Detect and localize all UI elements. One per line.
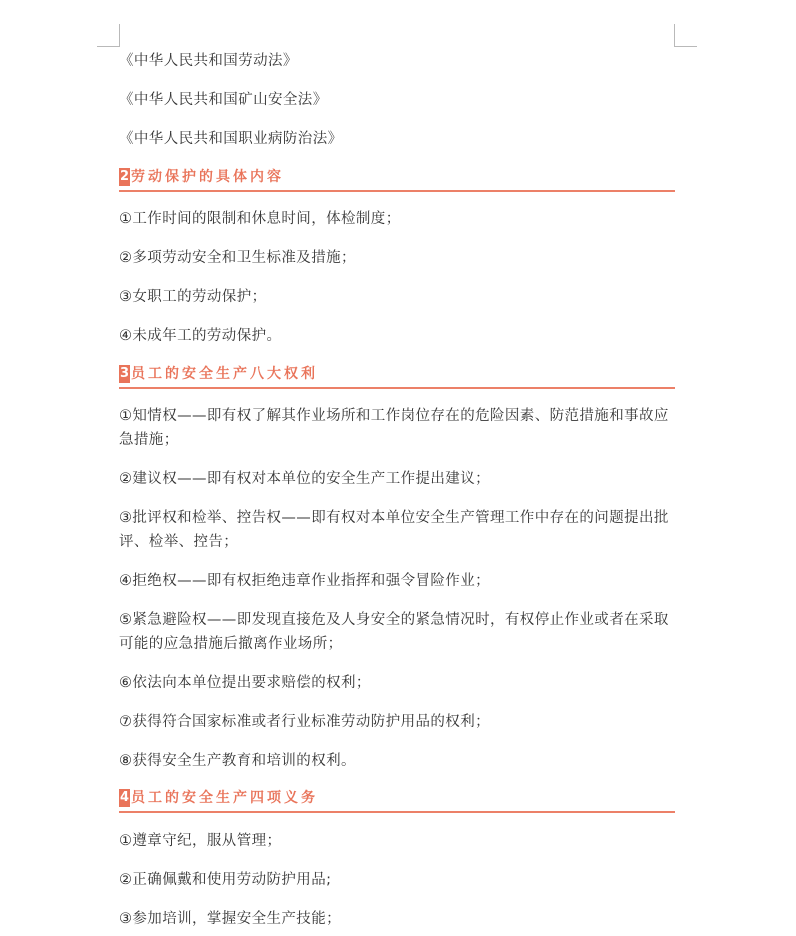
section-heading	[119, 168, 675, 192]
section-number: 2	[120, 169, 130, 184]
list-item: ⑧获得安全生产教育和培训的权利。	[119, 753, 356, 769]
section-title: 员工的安全生产四项义务	[131, 790, 319, 806]
list-item: ③批评权和检举、控告权——即有权对本单位安全生产管理工作中存在的问题提出批评、检举、控告；	[119, 510, 669, 550]
section-title: 劳动保护的具体内容	[131, 169, 285, 185]
list-item: ①知情权——即有权了解其作业场所和工作岗位存在的危险因素、防范措施和事故应急措施；	[119, 408, 669, 448]
section-heading	[119, 789, 675, 813]
list-item: ⑤紧急避险权——即发现直接危及人身安全的紧急情况时，有权停止作业或者在采取可能的应急措施后撤离作业场所；	[119, 612, 669, 652]
list-item: ①工作时间的限制和休息时间，体检制度；	[119, 211, 401, 227]
list-item: ③参加培训，掌握安全生产技能；	[119, 911, 341, 927]
list-item: ②建议权——即有权对本单位的安全生产工作提出建议；	[119, 471, 490, 487]
section-number: 3	[120, 366, 130, 381]
section-number: 4	[120, 790, 130, 805]
section-heading	[119, 365, 675, 389]
crop-mark-top-left	[119, 24, 120, 46]
crop-mark-top-left	[97, 46, 120, 47]
crop-mark-top-right	[674, 24, 675, 46]
law-item: 《中华人民共和国劳动法》	[119, 53, 298, 69]
section-title: 员工的安全生产八大权利	[131, 366, 319, 382]
law-item: 《中华人民共和国矿山安全法》	[119, 92, 328, 108]
list-item: ②正确佩戴和使用劳动防护用品;	[119, 872, 332, 888]
list-item: ③女职工的劳动保护；	[119, 289, 267, 305]
law-item: 《中华人民共和国职业病防治法》	[119, 131, 343, 147]
crop-mark-top-right	[674, 46, 697, 47]
list-item: ⑥依法向本单位提出要求赔偿的权利；	[119, 675, 371, 691]
list-item: ⑦获得符合国家标准或者行业标准劳动防护用品的权利；	[119, 714, 490, 730]
list-item: ④拒绝权——即有权拒绝违章作业指挥和强令冒险作业；	[119, 573, 490, 589]
list-item: ②多项劳动安全和卫生标准及措施；	[119, 250, 356, 266]
list-item: ①遵章守纪，服从管理；	[119, 833, 282, 849]
list-item: ④未成年工的劳动保护。	[119, 328, 282, 344]
